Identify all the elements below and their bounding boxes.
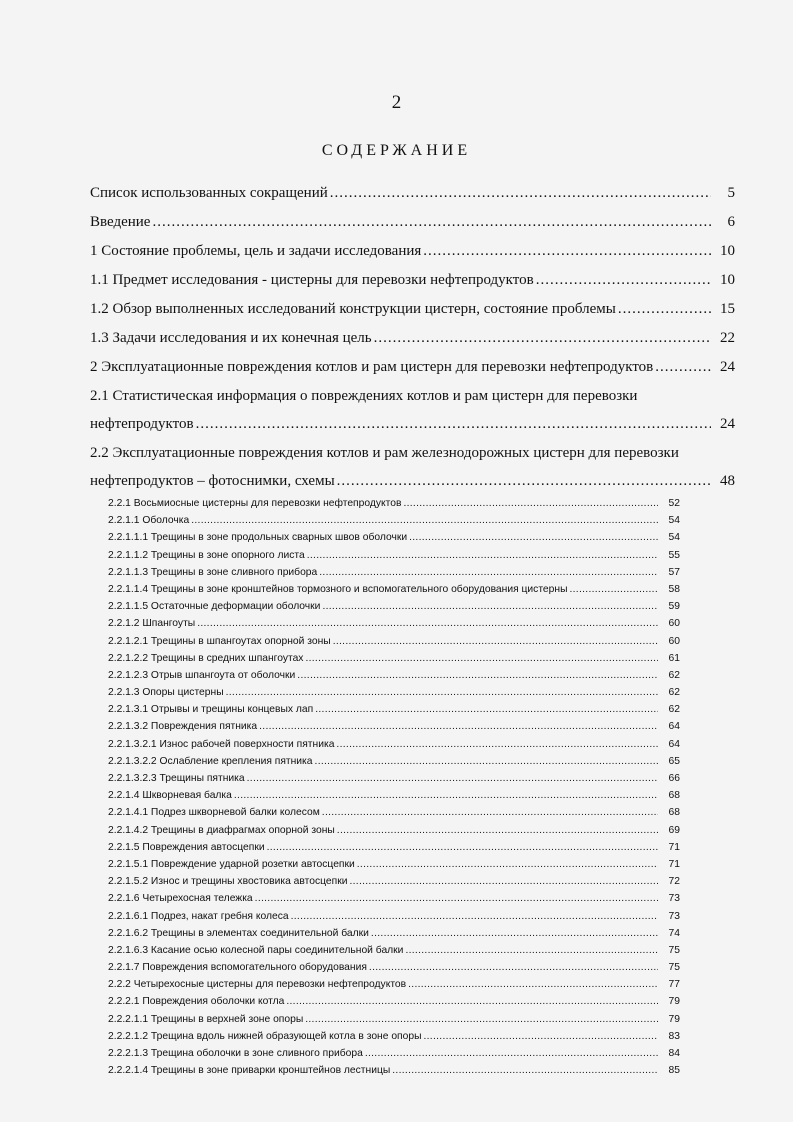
toc-subentry-page: 57 xyxy=(668,566,680,578)
toc-subentry-label: 2.2.1.6.2 Трещины в элементах соединительной балки xyxy=(108,927,369,939)
toc-subentry-page: 85 xyxy=(668,1065,680,1077)
toc-subentry-page: 62 xyxy=(668,669,680,681)
toc-subentry-label: 2.2.2.1 Повреждения оболочки котла xyxy=(108,996,285,1008)
toc-subentry xyxy=(108,584,680,601)
toc-subentry-page: 79 xyxy=(668,1013,680,1025)
toc-subentry-label: 2.2.2.1.3 Трещина оболочки в зоне сливного прибора xyxy=(108,1048,363,1059)
toc-subentry xyxy=(108,842,680,859)
toc-entry xyxy=(90,329,735,358)
toc-subentry-page: 59 xyxy=(668,601,680,613)
toc-entry xyxy=(90,184,735,213)
toc-subentry-label: 2.2.1.4.2 Трещины в диафрагмах опорной зоны xyxy=(108,824,335,836)
toc-subentry-label: 2.2.2 Четырехосные цистерны для перевозки нефтепродуктов xyxy=(108,979,407,991)
toc-subentry xyxy=(108,704,680,721)
toc-subentry-page: 68 xyxy=(668,790,680,802)
toc-subentry-label: 2.2.1.1.2 Трещины в зоне опорного листа xyxy=(108,549,305,561)
toc-subentry-label: 2.2.1.6.3 Касание осью колесной пары соединительной балки xyxy=(108,944,404,956)
toc-subentry-page: 64 xyxy=(668,721,680,733)
toc-subentry-page: 66 xyxy=(668,773,680,784)
toc-subentry xyxy=(108,653,680,670)
toc-subentry xyxy=(108,687,680,704)
toc-subentry xyxy=(108,739,680,756)
toc-entry-label: 1.2 Обзор выполненных исследований конструкции цистерн, состояние проблемы xyxy=(90,301,616,317)
toc-subentry-page: 61 xyxy=(668,652,680,664)
toc-subentry xyxy=(108,790,680,807)
toc-subentry xyxy=(108,532,680,549)
toc-subentry-label: 2.2.1.5.1 Повреждение ударной розетки автосцепки xyxy=(108,858,355,870)
toc-subentry xyxy=(108,601,680,618)
toc-subentry xyxy=(108,498,680,515)
toc-subentry-label: 2.2.1.1.4 Трещины в зоне кронштейнов тормозного и вспомогательного оборудования цистерны xyxy=(108,583,568,595)
toc-subentry xyxy=(108,996,680,1013)
toc-subentry xyxy=(108,1048,680,1065)
toc-entry-label: 1.1 Предмет исследования - цистерны для перевозки нефтепродуктов xyxy=(90,272,534,288)
toc-sub-section xyxy=(108,498,680,1082)
toc-subentry-page: 55 xyxy=(668,549,680,561)
toc-entry-page: 24 xyxy=(720,416,735,432)
toc-entry-page: 10 xyxy=(720,243,735,259)
toc-subentry xyxy=(108,618,680,635)
toc-subentry-label: 2.2.1.2 Шпангоуты xyxy=(108,618,196,630)
toc-subentry xyxy=(108,756,680,773)
toc-subentry-label: 2.2.1.3.2.1 Износ рабочей поверхности пятника xyxy=(108,738,335,750)
toc-subentry-page: 54 xyxy=(668,515,680,527)
toc-subentry-label: 2.2.1.1.1 Трещины в зоне продольных сварных швов оболочки xyxy=(108,532,408,544)
toc-entry xyxy=(90,213,735,242)
toc-subentry-page: 60 xyxy=(668,618,680,630)
toc-subentry-page: 77 xyxy=(668,979,680,991)
toc-subentry-label: 2.2.1.6 Четырехосная тележка xyxy=(108,893,253,905)
toc-subentry xyxy=(108,911,680,928)
toc-subentry-page: 72 xyxy=(668,876,680,888)
toc-subentry xyxy=(108,859,680,876)
toc-subentry-page: 73 xyxy=(668,910,680,922)
toc-subentry xyxy=(108,807,680,824)
toc-entry xyxy=(90,242,735,271)
toc-subentry-label: 2.2.1.3.2.2 Ослабление крепления пятника xyxy=(108,755,313,767)
toc-subentry-label: 2.2.1.5.2 Износ и трещины хвостовика автосцепки xyxy=(108,876,348,888)
toc-subentry xyxy=(108,670,680,687)
toc-entry xyxy=(90,358,735,387)
toc-subentry-label: 2.2.2.1.1 Трещины в верхней зоне опоры xyxy=(108,1013,304,1025)
toc-subentry-page: 54 xyxy=(668,532,680,544)
toc-subentry-page: 73 xyxy=(668,893,680,905)
toc-subentry-label: 2.2.2.1.4 Трещины в зоне приварки кронштейнов лестницы xyxy=(108,1065,391,1077)
toc-subentry xyxy=(108,979,680,996)
toc-subentry-label: 2.2.1.2.3 Отрыв шпангоута от оболочки xyxy=(108,669,296,681)
toc-subentry-page: 65 xyxy=(668,755,680,767)
toc-entry-page: 15 xyxy=(720,301,735,317)
toc-wrapped-entry xyxy=(90,444,735,501)
toc-entry-page: 6 xyxy=(727,214,735,230)
toc-subentry-label: 2.2.1.3 Опоры цистерны xyxy=(108,687,224,699)
toc-entry-label: Введение xyxy=(90,214,151,230)
toc-subentry-page: 62 xyxy=(668,704,680,716)
toc-entry-page: 24 xyxy=(720,359,735,375)
toc-subentry-label: 2.2.1.7 Повреждения вспомогательного оборудования xyxy=(108,962,367,974)
toc-main-section xyxy=(90,184,735,501)
toc-subentry-page: 74 xyxy=(668,927,680,939)
toc-wrapped-entry xyxy=(90,387,735,444)
toc-subentry xyxy=(108,962,680,979)
toc-entry-page: 5 xyxy=(727,185,735,201)
toc-subentry xyxy=(108,876,680,893)
toc-subentry-page: 64 xyxy=(668,738,680,750)
toc-subentry-label: 2.2.1.3.2 Повреждения пятника xyxy=(108,721,258,733)
toc-entry xyxy=(90,271,735,300)
toc-subentry-page: 69 xyxy=(668,824,680,836)
toc-subentry xyxy=(108,893,680,910)
toc-subentry xyxy=(108,515,680,532)
toc-subentry xyxy=(108,825,680,842)
toc-entry-page: 48 xyxy=(720,473,735,489)
toc-subentry-label: 2.2.1.4 Шкворневая балка xyxy=(108,790,232,802)
toc-subentry xyxy=(108,945,680,962)
toc-entry-label: 1.3 Задачи исследования и их конечная цель xyxy=(90,330,372,346)
toc-subentry-label: 2.2.1.1.3 Трещины в зоне сливного прибора xyxy=(108,566,318,578)
toc-entry-label: 2 Эксплуатационные повреждения котлов и рам цистерн для перевозки нефтепродуктов xyxy=(90,359,654,375)
toc-subentry xyxy=(108,1065,680,1082)
toc-entry-label: 1 Состояние проблемы, цель и задачи исследования xyxy=(90,243,422,259)
toc-subentry-label: 2.2.1 Восьмиосные цистерны для перевозки нефтепродуктов xyxy=(108,498,402,509)
toc-subentry-page: 60 xyxy=(668,635,680,647)
toc-subentry-label: 2.2.1.3.1 Отрывы и трещины концевых лап xyxy=(108,704,314,716)
toc-subentry-page: 68 xyxy=(668,807,680,819)
toc-subentry-page: 62 xyxy=(668,687,680,699)
toc-subentry xyxy=(108,928,680,945)
toc-subentry-label: 2.2.1.2.2 Трещины в средних шпангоутах xyxy=(108,652,304,664)
toc-subentry xyxy=(108,773,680,790)
toc-subentry-page: 83 xyxy=(668,1030,680,1042)
toc-subentry xyxy=(108,1014,680,1031)
toc-subentry-page: 71 xyxy=(668,858,680,870)
toc-entry-label-line1: 2.2 Эксплуатационные повреждения котлов и рам железнодорожных цистерн для перевозки xyxy=(90,445,679,461)
toc-subentry xyxy=(108,1031,680,1048)
toc-subentry-label: 2.2.1.5 Повреждения автосцепки xyxy=(108,841,265,853)
toc-subentry-page: 79 xyxy=(668,996,680,1008)
toc-entry-label: Список использованных сокращений xyxy=(90,185,328,201)
toc-entry-label-line2: нефтепродуктов xyxy=(90,416,194,432)
toc-subentry-page: 75 xyxy=(668,962,680,974)
toc-subentry-label: 2.2.1.6.1 Подрез, накат гребня колеса xyxy=(108,910,289,922)
toc-subentry-page: 58 xyxy=(668,583,680,595)
page-title: СОДЕРЖАНИЕ xyxy=(321,142,472,159)
toc-entry-page: 10 xyxy=(720,272,735,288)
toc-subentry-page: 75 xyxy=(668,944,680,956)
page-number: 2 xyxy=(391,92,402,113)
toc-entry-label-line1: 2.1 Статистическая информация о повреждениях котлов и рам цистерн для перевозки xyxy=(90,388,638,404)
toc-subentry xyxy=(108,550,680,567)
toc-subentry-label: 2.2.1.1.5 Остаточные деформации оболочки xyxy=(108,601,321,613)
toc-entry-page: 22 xyxy=(720,330,735,346)
toc-subentry-page: 52 xyxy=(668,498,680,509)
toc-subentry xyxy=(108,721,680,738)
toc-subentry-label: 2.2.1.2.1 Трещины в шпангоутах опорной зоны xyxy=(108,635,331,647)
toc-entry-label-line2: нефтепродуктов – фотоснимки, схемы xyxy=(90,473,335,489)
toc-subentry xyxy=(108,636,680,653)
toc-subentry-label: 2.2.2.1.2 Трещина вдоль нижней образующей котла в зоне опоры xyxy=(108,1030,422,1042)
toc-subentry-page: 71 xyxy=(668,841,680,853)
toc-subentry-page: 84 xyxy=(668,1048,680,1059)
toc-subentry-label: 2.2.1.3.2.3 Трещины пятника xyxy=(108,773,245,784)
toc-subentry xyxy=(108,567,680,584)
toc-subentry-label: 2.2.1.4.1 Подрез шкворневой балки колесом xyxy=(108,807,320,819)
toc-entry xyxy=(90,300,735,329)
toc-subentry-label: 2.2.1.1 Оболочка xyxy=(108,515,190,527)
